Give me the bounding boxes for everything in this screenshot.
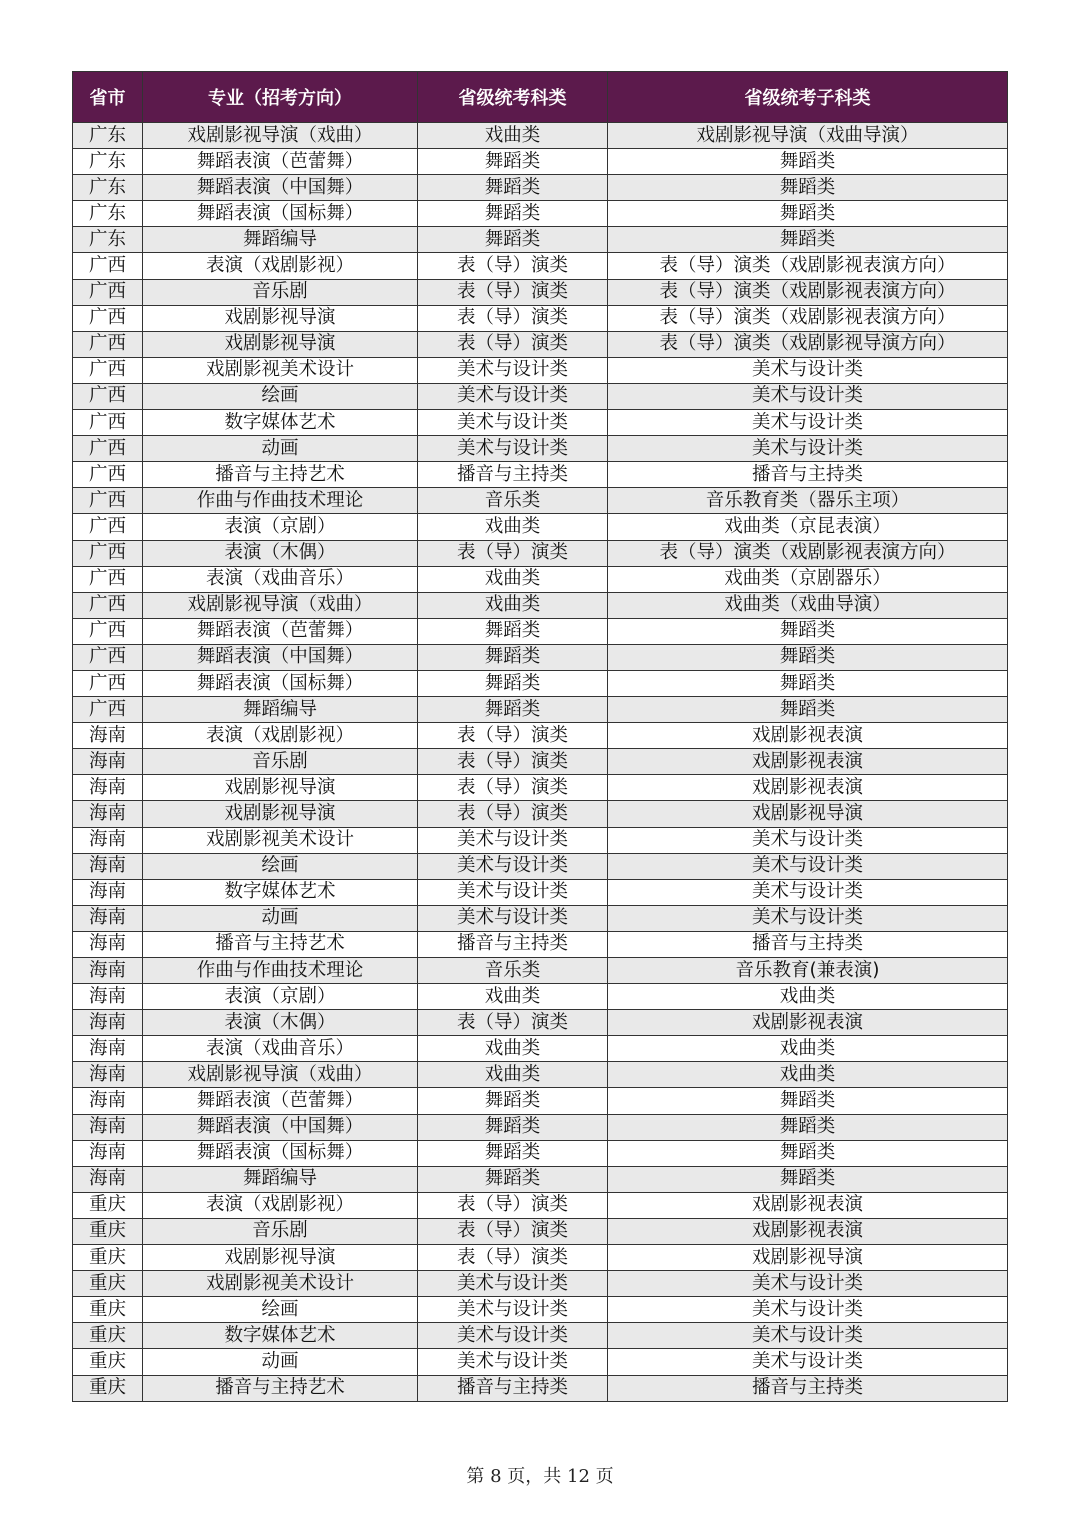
cell-major: 舞蹈表演（国标舞） bbox=[143, 201, 418, 227]
cell-exam-category: 戏曲类 bbox=[418, 123, 608, 149]
cell-major: 舞蹈表演（中国舞） bbox=[143, 175, 418, 201]
cell-exam-category: 音乐类 bbox=[418, 958, 608, 984]
cell-exam-category: 舞蹈类 bbox=[418, 1166, 608, 1192]
cell-exam-subcategory: 音乐教育类（器乐主项） bbox=[608, 488, 1008, 514]
cell-major: 舞蹈表演（芭蕾舞） bbox=[143, 618, 418, 644]
cell-exam-category: 舞蹈类 bbox=[418, 201, 608, 227]
table-row bbox=[73, 618, 1008, 644]
cell-province: 广东 bbox=[73, 175, 143, 201]
cell-exam-category: 舞蹈类 bbox=[418, 618, 608, 644]
cell-exam-subcategory: 舞蹈类 bbox=[608, 1140, 1008, 1166]
table-row bbox=[73, 958, 1008, 984]
cell-province: 海南 bbox=[73, 801, 143, 827]
column-header-major: 专业（招考方向） bbox=[143, 72, 418, 123]
cell-major: 表演（戏剧影视） bbox=[143, 1192, 418, 1218]
cell-exam-category: 表（导）演类 bbox=[418, 331, 608, 357]
cell-exam-subcategory: 美术与设计类 bbox=[608, 357, 1008, 383]
cell-province: 广西 bbox=[73, 462, 143, 488]
cell-major: 舞蹈编导 bbox=[143, 1166, 418, 1192]
table-row bbox=[73, 749, 1008, 775]
table-row bbox=[73, 1218, 1008, 1244]
table-row bbox=[73, 462, 1008, 488]
table-row bbox=[73, 1036, 1008, 1062]
cell-exam-category: 表（导）演类 bbox=[418, 305, 608, 331]
table-row bbox=[73, 175, 1008, 201]
cell-exam-category: 美术与设计类 bbox=[418, 879, 608, 905]
cell-province: 广东 bbox=[73, 149, 143, 175]
cell-major: 绘画 bbox=[143, 853, 418, 879]
cell-exam-category: 美术与设计类 bbox=[418, 436, 608, 462]
cell-major: 播音与主持艺术 bbox=[143, 462, 418, 488]
cell-exam-subcategory: 美术与设计类 bbox=[608, 879, 1008, 905]
table-row bbox=[73, 670, 1008, 696]
cell-exam-category: 戏曲类 bbox=[418, 566, 608, 592]
cell-province: 海南 bbox=[73, 1114, 143, 1140]
cell-exam-category: 表（导）演类 bbox=[418, 1245, 608, 1271]
cell-province: 重庆 bbox=[73, 1375, 143, 1401]
cell-major: 表演（京剧） bbox=[143, 514, 418, 540]
table-row bbox=[73, 566, 1008, 592]
cell-province: 广西 bbox=[73, 279, 143, 305]
cell-exam-subcategory: 舞蹈类 bbox=[608, 201, 1008, 227]
cell-exam-category: 播音与主持类 bbox=[418, 1375, 608, 1401]
cell-exam-category: 表（导）演类 bbox=[418, 775, 608, 801]
cell-province: 海南 bbox=[73, 1088, 143, 1114]
cell-major: 音乐剧 bbox=[143, 749, 418, 775]
cell-major: 表演（木偶） bbox=[143, 540, 418, 566]
cell-province: 海南 bbox=[73, 827, 143, 853]
table-row bbox=[73, 1323, 1008, 1349]
cell-exam-category: 舞蹈类 bbox=[418, 670, 608, 696]
cell-major: 戏剧影视导演 bbox=[143, 775, 418, 801]
cell-exam-category: 表（导）演类 bbox=[418, 1218, 608, 1244]
cell-province: 海南 bbox=[73, 958, 143, 984]
cell-major: 戏剧影视导演 bbox=[143, 801, 418, 827]
cell-major: 戏剧影视美术设计 bbox=[143, 357, 418, 383]
cell-exam-subcategory: 戏曲类（戏曲导演） bbox=[608, 592, 1008, 618]
cell-exam-subcategory: 音乐教育(兼表演) bbox=[608, 958, 1008, 984]
cell-province: 海南 bbox=[73, 749, 143, 775]
cell-exam-subcategory: 舞蹈类 bbox=[608, 644, 1008, 670]
table-row bbox=[73, 827, 1008, 853]
header-row bbox=[73, 72, 1008, 123]
cell-province: 广西 bbox=[73, 592, 143, 618]
cell-major: 数字媒体艺术 bbox=[143, 410, 418, 436]
cell-province: 重庆 bbox=[73, 1192, 143, 1218]
table-row bbox=[73, 697, 1008, 723]
cell-exam-subcategory: 美术与设计类 bbox=[608, 383, 1008, 409]
cell-major: 表演（戏曲音乐） bbox=[143, 566, 418, 592]
cell-exam-subcategory: 美术与设计类 bbox=[608, 436, 1008, 462]
cell-major: 数字媒体艺术 bbox=[143, 879, 418, 905]
table-row bbox=[73, 227, 1008, 253]
cell-province: 广西 bbox=[73, 540, 143, 566]
table-row bbox=[73, 801, 1008, 827]
table-row bbox=[73, 1088, 1008, 1114]
cell-exam-subcategory: 戏剧影视表演 bbox=[608, 1010, 1008, 1036]
cell-major: 舞蹈表演（芭蕾舞） bbox=[143, 149, 418, 175]
table-row bbox=[73, 410, 1008, 436]
table-row bbox=[73, 357, 1008, 383]
cell-exam-subcategory: 播音与主持类 bbox=[608, 931, 1008, 957]
cell-major: 戏剧影视导演 bbox=[143, 305, 418, 331]
cell-exam-subcategory: 戏剧影视表演 bbox=[608, 723, 1008, 749]
cell-major: 作曲与作曲技术理论 bbox=[143, 488, 418, 514]
cell-province: 海南 bbox=[73, 853, 143, 879]
table-row bbox=[73, 1166, 1008, 1192]
table-row bbox=[73, 1140, 1008, 1166]
cell-province: 广西 bbox=[73, 357, 143, 383]
cell-province: 广西 bbox=[73, 644, 143, 670]
cell-exam-category: 舞蹈类 bbox=[418, 149, 608, 175]
cell-exam-subcategory: 戏曲类（京昆表演） bbox=[608, 514, 1008, 540]
cell-major: 戏剧影视导演（戏曲） bbox=[143, 123, 418, 149]
cell-major: 舞蹈编导 bbox=[143, 227, 418, 253]
cell-exam-category: 美术与设计类 bbox=[418, 383, 608, 409]
cell-province: 海南 bbox=[73, 775, 143, 801]
cell-exam-category: 美术与设计类 bbox=[418, 357, 608, 383]
cell-exam-subcategory: 美术与设计类 bbox=[608, 1297, 1008, 1323]
cell-major: 戏剧影视导演 bbox=[143, 331, 418, 357]
cell-major: 舞蹈表演（芭蕾舞） bbox=[143, 1088, 418, 1114]
table-row bbox=[73, 201, 1008, 227]
cell-province: 重庆 bbox=[73, 1245, 143, 1271]
table-row bbox=[73, 723, 1008, 749]
table-row bbox=[73, 540, 1008, 566]
cell-exam-subcategory: 戏曲类 bbox=[608, 1036, 1008, 1062]
cell-province: 海南 bbox=[73, 723, 143, 749]
table-row bbox=[73, 592, 1008, 618]
cell-exam-subcategory: 播音与主持类 bbox=[608, 462, 1008, 488]
cell-exam-subcategory: 戏剧影视表演 bbox=[608, 1192, 1008, 1218]
table-row bbox=[73, 1271, 1008, 1297]
cell-exam-category: 美术与设计类 bbox=[418, 410, 608, 436]
cell-exam-subcategory: 表（导）演类（戏剧影视表演方向） bbox=[608, 540, 1008, 566]
cell-province: 海南 bbox=[73, 1010, 143, 1036]
cell-major: 戏剧影视导演（戏曲） bbox=[143, 592, 418, 618]
cell-exam-category: 美术与设计类 bbox=[418, 827, 608, 853]
table-header bbox=[73, 72, 1008, 123]
cell-major: 音乐剧 bbox=[143, 1218, 418, 1244]
table-row bbox=[73, 383, 1008, 409]
table-row bbox=[73, 984, 1008, 1010]
cell-exam-subcategory: 美术与设计类 bbox=[608, 827, 1008, 853]
page-number-footer: 第 8 页，共 12 页 bbox=[466, 1466, 614, 1487]
cell-exam-subcategory: 表（导）演类（戏剧影视表演方向） bbox=[608, 279, 1008, 305]
cell-province: 广西 bbox=[73, 436, 143, 462]
cell-exam-subcategory: 舞蹈类 bbox=[608, 1114, 1008, 1140]
cell-major: 表演（木偶） bbox=[143, 1010, 418, 1036]
table-row bbox=[73, 123, 1008, 149]
column-header-province: 省市 bbox=[73, 72, 143, 123]
cell-exam-category: 戏曲类 bbox=[418, 514, 608, 540]
cell-major: 表演（戏曲音乐） bbox=[143, 1036, 418, 1062]
cell-exam-category: 舞蹈类 bbox=[418, 1140, 608, 1166]
cell-major: 表演（戏剧影视） bbox=[143, 253, 418, 279]
cell-exam-category: 表（导）演类 bbox=[418, 801, 608, 827]
table-row bbox=[73, 1062, 1008, 1088]
cell-major: 戏剧影视导演 bbox=[143, 1245, 418, 1271]
cell-province: 广西 bbox=[73, 410, 143, 436]
cell-province: 广东 bbox=[73, 201, 143, 227]
cell-major: 舞蹈表演（国标舞） bbox=[143, 670, 418, 696]
cell-exam-category: 播音与主持类 bbox=[418, 931, 608, 957]
cell-major: 动画 bbox=[143, 1349, 418, 1375]
cell-major: 动画 bbox=[143, 905, 418, 931]
cell-exam-subcategory: 舞蹈类 bbox=[608, 697, 1008, 723]
cell-major: 绘画 bbox=[143, 1297, 418, 1323]
cell-exam-category: 舞蹈类 bbox=[418, 227, 608, 253]
cell-exam-subcategory: 戏曲类 bbox=[608, 984, 1008, 1010]
cell-exam-subcategory: 美术与设计类 bbox=[608, 1271, 1008, 1297]
cell-exam-subcategory: 美术与设计类 bbox=[608, 410, 1008, 436]
cell-province: 重庆 bbox=[73, 1323, 143, 1349]
cell-exam-category: 戏曲类 bbox=[418, 592, 608, 618]
table-row bbox=[73, 853, 1008, 879]
cell-province: 海南 bbox=[73, 1062, 143, 1088]
cell-exam-category: 戏曲类 bbox=[418, 1062, 608, 1088]
cell-exam-subcategory: 美术与设计类 bbox=[608, 1323, 1008, 1349]
table-row bbox=[73, 253, 1008, 279]
cell-exam-subcategory: 戏曲类（京剧器乐） bbox=[608, 566, 1008, 592]
cell-exam-category: 舞蹈类 bbox=[418, 1114, 608, 1140]
cell-province: 广西 bbox=[73, 331, 143, 357]
cell-exam-subcategory: 舞蹈类 bbox=[608, 1166, 1008, 1192]
cell-exam-subcategory: 舞蹈类 bbox=[608, 618, 1008, 644]
table-row bbox=[73, 1010, 1008, 1036]
cell-exam-category: 戏曲类 bbox=[418, 1036, 608, 1062]
cell-exam-subcategory: 戏剧影视表演 bbox=[608, 749, 1008, 775]
table-row bbox=[73, 149, 1008, 175]
table-row bbox=[73, 1349, 1008, 1375]
cell-major: 戏剧影视美术设计 bbox=[143, 1271, 418, 1297]
cell-exam-category: 舞蹈类 bbox=[418, 644, 608, 670]
cell-exam-category: 音乐类 bbox=[418, 488, 608, 514]
cell-exam-category: 表（导）演类 bbox=[418, 540, 608, 566]
table-row bbox=[73, 879, 1008, 905]
cell-major: 舞蹈表演（国标舞） bbox=[143, 1140, 418, 1166]
cell-major: 音乐剧 bbox=[143, 279, 418, 305]
table-row bbox=[73, 331, 1008, 357]
cell-province: 广西 bbox=[73, 253, 143, 279]
cell-exam-category: 美术与设计类 bbox=[418, 1323, 608, 1349]
cell-exam-category: 美术与设计类 bbox=[418, 1297, 608, 1323]
cell-exam-subcategory: 表（导）演类（戏剧影视导演方向） bbox=[608, 331, 1008, 357]
cell-exam-subcategory: 美术与设计类 bbox=[608, 853, 1008, 879]
cell-major: 表演（戏剧影视） bbox=[143, 723, 418, 749]
cell-province: 重庆 bbox=[73, 1349, 143, 1375]
cell-exam-subcategory: 戏剧影视表演 bbox=[608, 1218, 1008, 1244]
cell-exam-subcategory: 舞蹈类 bbox=[608, 175, 1008, 201]
cell-major: 戏剧影视美术设计 bbox=[143, 827, 418, 853]
cell-exam-category: 表（导）演类 bbox=[418, 1192, 608, 1218]
table-body bbox=[73, 123, 1008, 1402]
table-row bbox=[73, 1375, 1008, 1401]
cell-exam-subcategory: 美术与设计类 bbox=[608, 1349, 1008, 1375]
table-row bbox=[73, 305, 1008, 331]
table-row bbox=[73, 1245, 1008, 1271]
cell-exam-category: 美术与设计类 bbox=[418, 1271, 608, 1297]
cell-province: 海南 bbox=[73, 1036, 143, 1062]
cell-major: 播音与主持艺术 bbox=[143, 931, 418, 957]
table-row bbox=[73, 488, 1008, 514]
cell-major: 数字媒体艺术 bbox=[143, 1323, 418, 1349]
cell-exam-category: 美术与设计类 bbox=[418, 853, 608, 879]
cell-exam-category: 表（导）演类 bbox=[418, 1010, 608, 1036]
table-row bbox=[73, 1192, 1008, 1218]
cell-major: 绘画 bbox=[143, 383, 418, 409]
cell-exam-category: 舞蹈类 bbox=[418, 175, 608, 201]
cell-exam-category: 美术与设计类 bbox=[418, 1349, 608, 1375]
cell-exam-subcategory: 舞蹈类 bbox=[608, 227, 1008, 253]
cell-province: 广东 bbox=[73, 123, 143, 149]
table-row bbox=[73, 1297, 1008, 1323]
cell-province: 广西 bbox=[73, 618, 143, 644]
column-header-exam-category: 省级统考科类 bbox=[418, 72, 608, 123]
cell-province: 广东 bbox=[73, 227, 143, 253]
cell-exam-subcategory: 表（导）演类（戏剧影视表演方向） bbox=[608, 253, 1008, 279]
cell-exam-category: 表（导）演类 bbox=[418, 253, 608, 279]
cell-province: 广西 bbox=[73, 305, 143, 331]
table-row bbox=[73, 644, 1008, 670]
cell-exam-subcategory: 美术与设计类 bbox=[608, 905, 1008, 931]
cell-exam-subcategory: 播音与主持类 bbox=[608, 1375, 1008, 1401]
enrollment-table bbox=[72, 71, 1008, 1402]
cell-province: 广西 bbox=[73, 383, 143, 409]
cell-province: 广西 bbox=[73, 670, 143, 696]
cell-province: 广西 bbox=[73, 566, 143, 592]
cell-province: 海南 bbox=[73, 931, 143, 957]
table-row bbox=[73, 1114, 1008, 1140]
cell-exam-subcategory: 舞蹈类 bbox=[608, 149, 1008, 175]
cell-major: 播音与主持艺术 bbox=[143, 1375, 418, 1401]
cell-exam-subcategory: 戏剧影视表演 bbox=[608, 775, 1008, 801]
cell-exam-subcategory: 表（导）演类（戏剧影视表演方向） bbox=[608, 305, 1008, 331]
cell-exam-category: 表（导）演类 bbox=[418, 279, 608, 305]
cell-province: 重庆 bbox=[73, 1218, 143, 1244]
cell-exam-category: 舞蹈类 bbox=[418, 697, 608, 723]
cell-province: 海南 bbox=[73, 1140, 143, 1166]
cell-province: 广西 bbox=[73, 488, 143, 514]
cell-exam-subcategory: 戏剧影视导演（戏曲导演） bbox=[608, 123, 1008, 149]
cell-major: 表演（京剧） bbox=[143, 984, 418, 1010]
table-row bbox=[73, 775, 1008, 801]
cell-province: 海南 bbox=[73, 905, 143, 931]
table-row bbox=[73, 279, 1008, 305]
cell-exam-subcategory: 戏剧影视导演 bbox=[608, 1245, 1008, 1271]
cell-province: 海南 bbox=[73, 1166, 143, 1192]
cell-exam-category: 舞蹈类 bbox=[418, 1088, 608, 1114]
cell-exam-subcategory: 戏剧影视导演 bbox=[608, 801, 1008, 827]
column-header-exam-subcategory: 省级统考子科类 bbox=[608, 72, 1008, 123]
cell-exam-category: 播音与主持类 bbox=[418, 462, 608, 488]
cell-major: 戏剧影视导演（戏曲） bbox=[143, 1062, 418, 1088]
cell-province: 广西 bbox=[73, 514, 143, 540]
cell-province: 广西 bbox=[73, 697, 143, 723]
cell-major: 舞蹈表演（中国舞） bbox=[143, 644, 418, 670]
cell-major: 舞蹈编导 bbox=[143, 697, 418, 723]
cell-exam-category: 戏曲类 bbox=[418, 984, 608, 1010]
cell-exam-subcategory: 舞蹈类 bbox=[608, 670, 1008, 696]
table-row bbox=[73, 905, 1008, 931]
cell-exam-category: 表（导）演类 bbox=[418, 723, 608, 749]
table-row bbox=[73, 436, 1008, 462]
cell-exam-category: 美术与设计类 bbox=[418, 905, 608, 931]
cell-exam-subcategory: 戏曲类 bbox=[608, 1062, 1008, 1088]
cell-province: 海南 bbox=[73, 984, 143, 1010]
table-row bbox=[73, 514, 1008, 540]
table-row bbox=[73, 931, 1008, 957]
cell-province: 海南 bbox=[73, 879, 143, 905]
cell-province: 重庆 bbox=[73, 1271, 143, 1297]
cell-major: 舞蹈表演（中国舞） bbox=[143, 1114, 418, 1140]
cell-exam-category: 表（导）演类 bbox=[418, 749, 608, 775]
cell-major: 动画 bbox=[143, 436, 418, 462]
cell-exam-subcategory: 舞蹈类 bbox=[608, 1088, 1008, 1114]
cell-major: 作曲与作曲技术理论 bbox=[143, 958, 418, 984]
cell-province: 重庆 bbox=[73, 1297, 143, 1323]
